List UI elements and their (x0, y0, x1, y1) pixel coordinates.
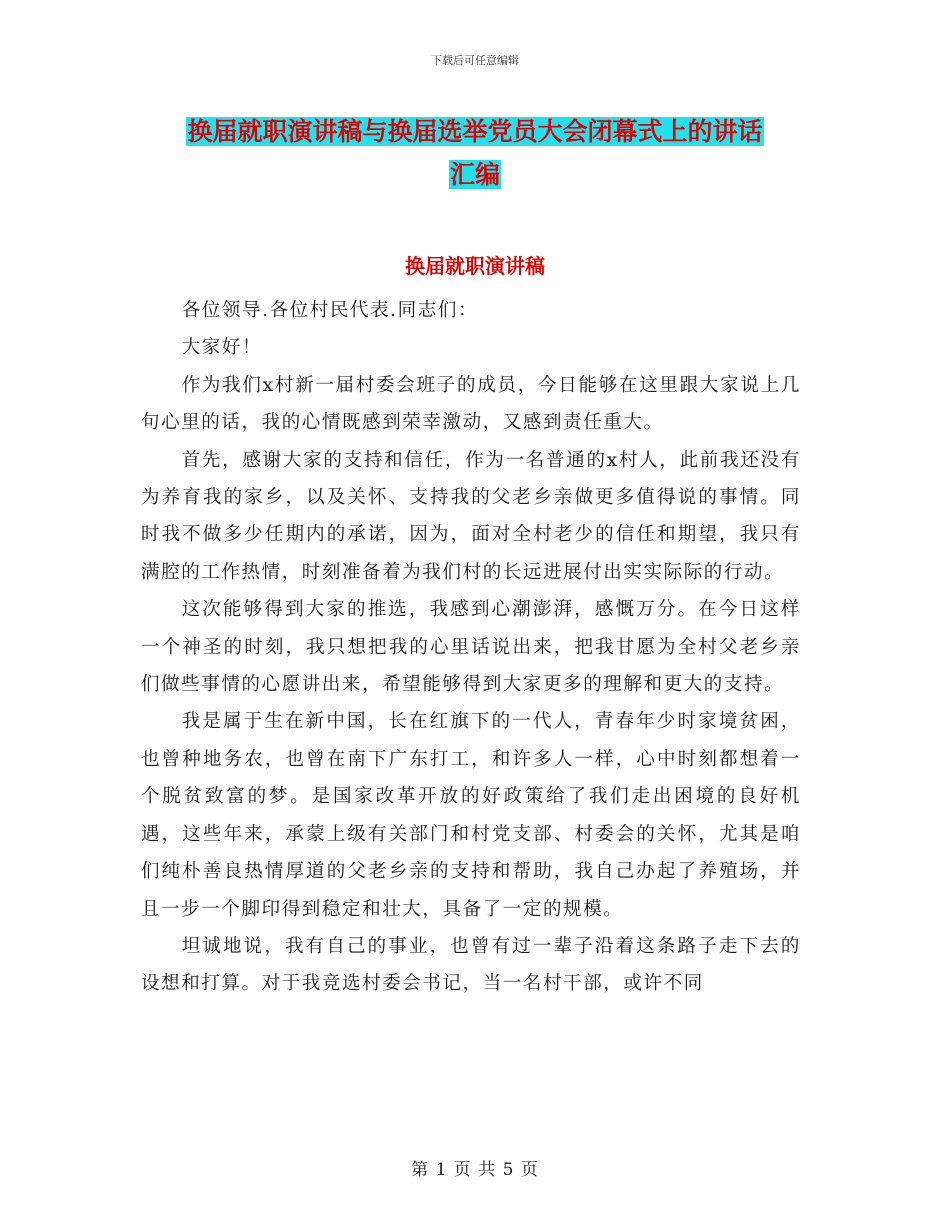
section-title: 换届就职演讲稿 (405, 254, 545, 278)
header-note: 下载后可任意编辑 (431, 54, 519, 67)
paragraph: 这次能够得到大家的推选，我感到心潮澎湃，感慨万分。在今日这样一个神圣的时刻，我只想把我的心里话说出来，把我甘愿为全村父老乡亲们做些事情的心愿讲出来，希望能够得到大家更多的理解和更大的支持。 (141, 599, 801, 696)
document-body (141, 292, 801, 1003)
paragraph: 作为我们x村新一届村委会班子的成员，今日能够在这里跟大家说上几句心里的话，我的心情既感到荣幸激动，又感到责任重大。 (141, 374, 801, 434)
title-highlight-2: 汇编 (449, 160, 500, 189)
document-title-line2 (140, 155, 810, 191)
paragraph: 我是属于生在新中国，长在红旗下的一代人，青春年少时家境贫困，也曾种地务农，也曾在南下广东打工，和许多人一样，心中时刻都想着一个脱贫致富的梦。是国家改革开放的好政策给了我们走出困境的良好机遇，这些年来，承蒙上级有关部门和村党支部、村委会的关怀，尤其是咱们纯朴善良热情厚道的父老乡亲的支持和帮助，我自己办起了养殖场，并且一步一个脚印得到稳定和壮大，具备了一定的规模。 (141, 711, 801, 920)
paragraph: 首先，感谢大家的支持和信任，作为一名普通的x村人，此前我还没有为养育我的家乡，以及关怀、支持我的父老乡亲做更多值得说的事情。同时我不做多少任期内的承诺，因为，面对全村老少的信任和期望，我只有满腔的工作热情，时刻准备着为我们村的长远进展付出实实际际的行动。 (141, 449, 801, 583)
paragraph-greeting: 大家好！ (181, 337, 263, 359)
document-title-line1 (140, 112, 810, 148)
title-highlight-1: 换届就职演讲稿与换届选举党员大会闭幕式上的讲话 (187, 117, 763, 146)
paragraph-salutation: 各位领导.各位村民代表.同志们： (181, 300, 479, 321)
paragraph: 坦诚地说，我有自己的事业，也曾有过一辈子沿着这条路子走下去的设想和打算。对于我竞选村委会书记，当一名村干部，或许不同 (141, 935, 801, 995)
page-number: 第 1 页 共 5 页 (411, 1160, 539, 1180)
